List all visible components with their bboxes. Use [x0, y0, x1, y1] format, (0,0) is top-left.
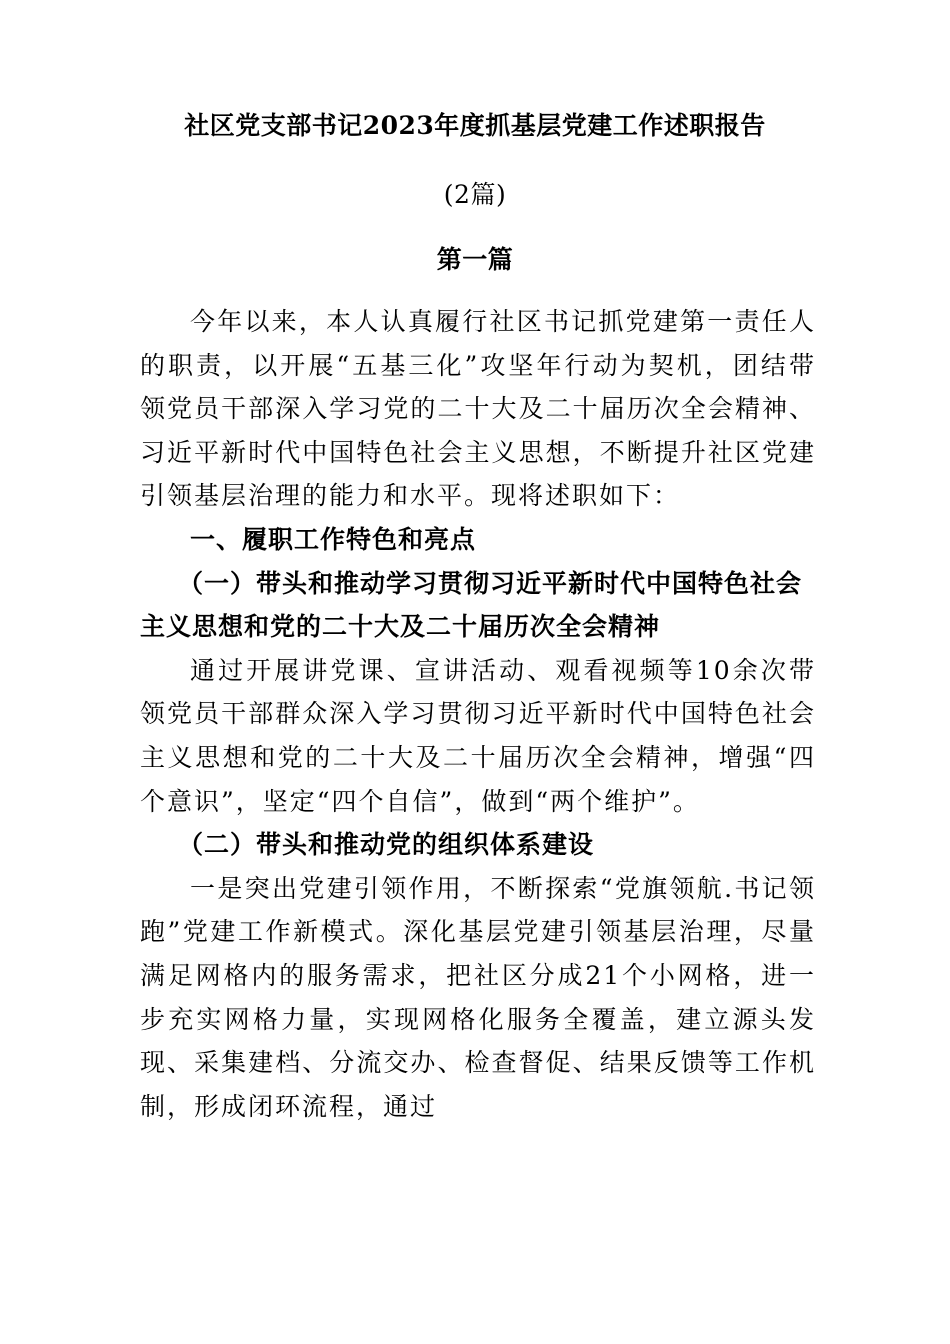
part-title: 第一篇 — [436, 245, 514, 274]
body-paragraph-1: 通过开展讲党课、宣讲活动、观看视频等10余次带领党员干部群众深入学习贯彻习近平新时代中国特色社会主义思想和党的二十大及二十届历次全会精神，增强“四个意识”，坚定“四个自信”，做到“两个维护”。 — [140, 655, 816, 816]
document-title: 社区党支部书记2023年度抓基层党建工作述职报告 — [184, 111, 766, 140]
intro-paragraph: 今年以来，本人认真履行社区书记抓党建第一责任人的职责，以开展“五基三化”攻坚年行动为契机，团结带领党员干部深入学习党的二十大及二十届历次全会精神、习近平新时代中国特色社会主义思想，不断提升社区党建引领基层治理的能力和水平。现将述职如下： — [140, 307, 816, 511]
document-subtitle: (2篇) — [443, 180, 507, 209]
document-body — [140, 300, 816, 1128]
subsection-heading-2: （二）带头和推动党的组织体系建设 — [178, 830, 595, 860]
subsection-heading-1: （一）带头和推动学习贯彻习近平新时代中国特色社会主义思想和党的二十大及二十届历次全会精神 — [140, 568, 803, 642]
section-heading-1: 一、履职工作特色和亮点 — [190, 524, 477, 554]
body-paragraph-2: 一是突出党建引领作用，不断探索“党旗领航.书记领跑”党建工作新模式。深化基层党建引领基层治理，尽量满足网格内的服务需求，把社区分成21个小网格，进一步充实网格力量，实现网格化服务全覆盖，建立源头发现、采集建档、分流交办、检查督促、结果反馈等工作机制，形成闭环流程，通过 — [140, 873, 816, 1121]
